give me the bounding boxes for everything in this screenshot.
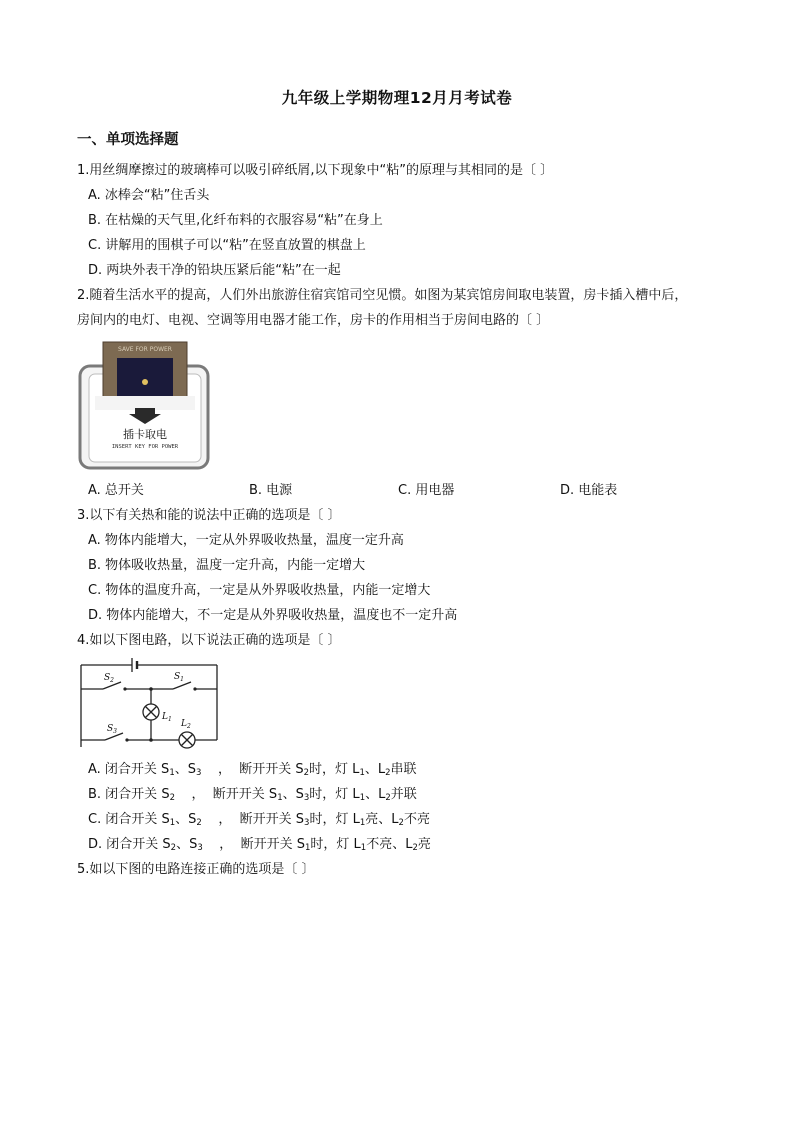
- question-2-option-b: B. 电源: [249, 483, 293, 498]
- question-3-option-a: A. 物体内能增大，一定从外界吸收热量，温度一定升高: [88, 533, 404, 548]
- switch-s3-label: $S_3$: [107, 724, 117, 735]
- question-4-option-a: A. 闭合开关 $S_1$、$S_3$ ， 断开开关 $S_2$时，灯 $L_1$、$L_2$串联: [88, 762, 417, 778]
- card-top-text: SAVE FOR POWER: [118, 346, 172, 353]
- question-2-option-a: A. 总开关: [88, 483, 144, 498]
- question-2-stem-line-2: 房间内的电灯、电视、空调等用电器才能工作，房卡的作用相当于房间电路的〔 〕: [77, 313, 550, 328]
- page-title: 九年级上学期物理12月月考试卷: [281, 89, 513, 107]
- question-1-option-d: D. 两块外表干净的铅块压紧后能“粘”在一起: [88, 263, 341, 278]
- lamp-l2-label: $L_2$: [181, 719, 191, 730]
- question-3-stem: 3.以下有关热和能的说法中正确的选项是〔 〕: [77, 508, 341, 523]
- switch-s2-label: $S_2$: [104, 673, 114, 684]
- card-power-slot-image: [77, 338, 212, 470]
- question-2-option-d: D. 电能表: [560, 483, 618, 498]
- question-3-option-c: C. 物体的温度升高，一定是从外界吸收热量，内能一定增大: [88, 583, 431, 598]
- question-5-stem: 5.如以下图的电路连接正确的选项是〔 〕: [77, 862, 315, 877]
- question-4-option-d: D. 闭合开关 $S_2$、$S_3$ ， 断开开关 $S_1$时，灯 $L_1$不亮、$L_2$亮: [88, 837, 431, 853]
- question-4-option-c: C. 闭合开关 $S_1$、$S_2$ ， 断开开关 $S_3$时，灯 $L_1$亮、$L_2$不亮: [88, 812, 430, 828]
- question-3-option-d: D. 物体内能增大，不一定是从外界吸收热量，温度也不一定升高: [88, 608, 458, 623]
- question-1-option-b: B. 在枯燥的天气里,化纤布料的衣服容易“粘”在身上: [88, 213, 383, 228]
- question-1-stem: 1.用丝绸摩擦过的玻璃棒可以吸引碎纸屑,以下现象中“粘”的原理与其相同的是〔 〕: [77, 163, 554, 178]
- question-4-stem: 4.如以下图电路，以下说法正确的选项是〔 〕: [77, 633, 341, 648]
- section-heading: 一、单项选择题: [77, 132, 179, 148]
- card-slot-label: 插卡取电: [123, 428, 167, 441]
- lamp-l1-label: $L_1$: [162, 712, 172, 723]
- question-1-option-a: A. 冰棒会“粘”住舌头: [88, 188, 210, 203]
- card-slot-label-en: INSERT KEY FOR POWER: [111, 444, 179, 450]
- question-2-stem-line-1: 2.随着生活水平的提高，人们外出旅游住宿宾馆司空见惯。如图为某宾馆房间取电装置，房卡插入槽中后，: [77, 288, 688, 303]
- circuit-diagram: [77, 655, 222, 751]
- question-4-option-b: B. 闭合开关 $S_2$ ， 断开开关 $S_1$、$S_3$时，灯 $L_1$、$L_2$并联: [88, 787, 417, 803]
- switch-s1-label: $S_1$: [174, 672, 184, 683]
- question-2-option-c: C. 用电器: [398, 483, 455, 498]
- question-3-option-b: B. 物体吸收热量，温度一定升高，内能一定增大: [88, 558, 366, 573]
- question-1-option-c: C. 讲解用的围棋子可以“粘”在竖直放置的棋盘上: [88, 238, 366, 253]
